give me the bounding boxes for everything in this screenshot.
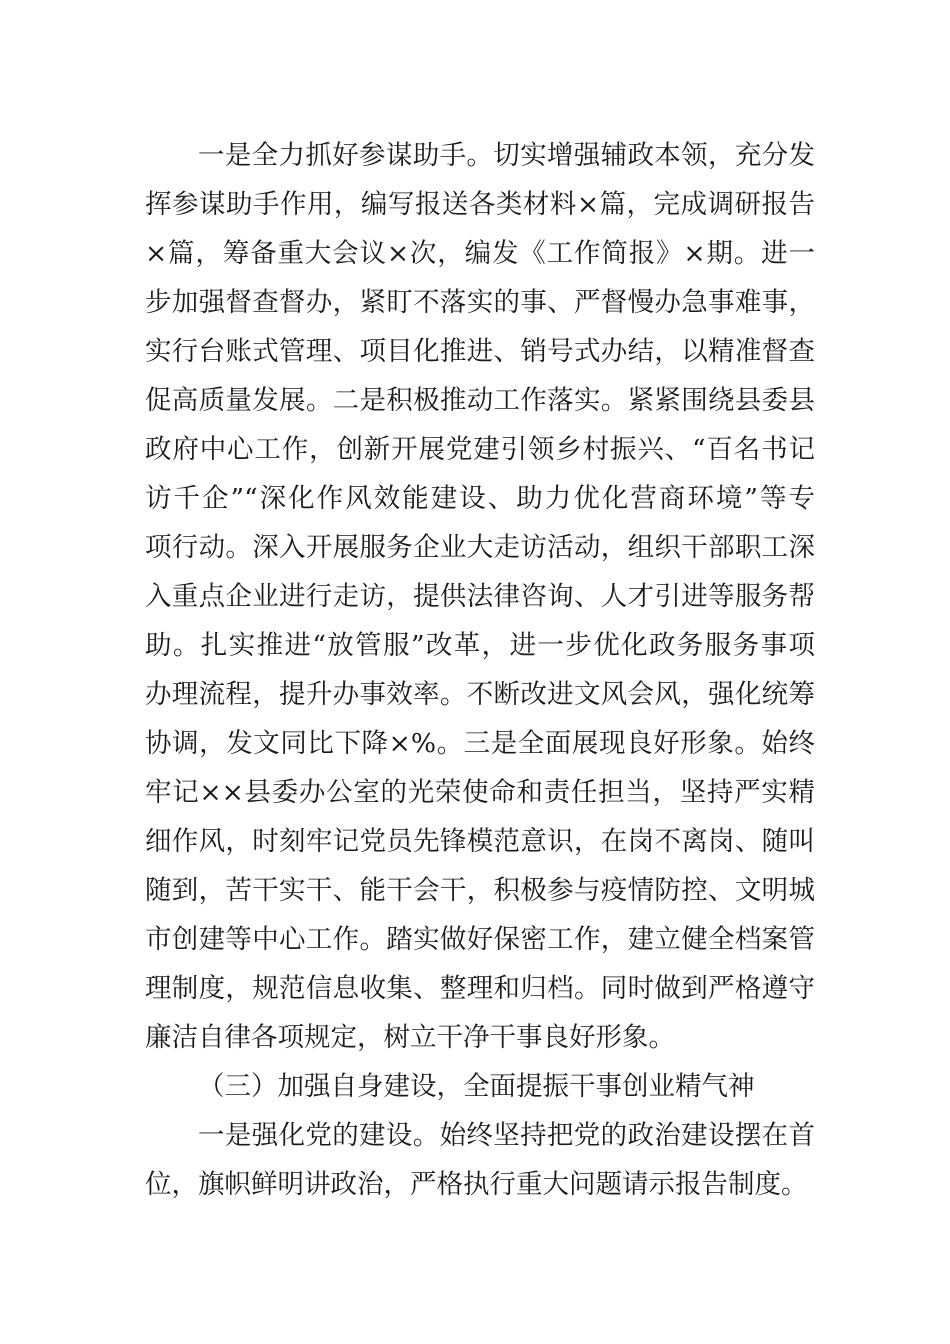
paragraph-line: 入重点企业进行走访，提供法律咨询、人才引进等服务帮	[145, 581, 815, 612]
paragraph-line: 位，旗帜鲜明讲政治，严格执行重大问题请示报告制度。	[145, 1169, 808, 1200]
paragraph-line: 市创建等中心工作。踏实做好保密工作，建立健全档案管	[145, 924, 815, 955]
paragraph-line: 促高质量发展。二是积极推动工作落实。紧紧围绕县委县	[145, 385, 815, 416]
paragraph-line: 细作风，时刻牢记党员先锋模范意识，在岗不离岗、随叫	[145, 826, 815, 857]
paragraph-line: ×篇，筹备重大会议×次，编发《工作简报》×期。进一	[145, 238, 815, 269]
paragraph-line: 访千企”“深化作风效能建设、助力优化营商环境”等专	[145, 483, 815, 514]
paragraph-line: 步加强督查督办，紧盯不落实的事、严督慢办急事难事，	[145, 287, 815, 318]
paragraph-line: 办理流程，提升办事效率。不断改进文风会风，强化统筹	[145, 679, 815, 710]
paragraph-line: 挥参谋助手作用，编写报送各类材料×篇，完成调研报告	[145, 189, 815, 220]
paragraph-line: 随到，苦干实干、能干会干，积极参与疫情防控、文明城	[145, 875, 815, 906]
paragraph-line: 政府中心工作，创新开展党建引领乡村振兴、“百名书记	[145, 434, 815, 465]
paragraph-line: 理制度，规范信息收集、整理和归档。同时做到严格遵守	[145, 973, 815, 1004]
paragraph-line: 牢记××县委办公室的光荣使命和责任担当，坚持严实精	[145, 777, 815, 808]
paragraph-line: 实行台账式管理、项目化推进、销号式办结，以精准督查	[145, 336, 815, 367]
section-heading: （三）加强自身建设，全面提振干事创业精气神	[198, 1071, 755, 1102]
paragraph-line: 助。扎实推进“放管服”改革，进一步优化政务服务事项	[145, 630, 815, 661]
paragraph-line: 一是全力抓好参谋助手。切实增强辅政本领，充分发	[198, 140, 815, 171]
paragraph-line: 一是强化党的建设。始终坚持把党的政治建设摆在首	[198, 1120, 815, 1151]
paragraph-line: 廉洁自律各项规定，树立干净干事良好形象。	[145, 1022, 675, 1053]
paragraph-line: 协调，发文同比下降×%。三是全面展现良好形象。始终	[145, 728, 815, 759]
paragraph-line: 项行动。深入开展服务企业大走访活动，组织干部职工深	[145, 532, 815, 563]
